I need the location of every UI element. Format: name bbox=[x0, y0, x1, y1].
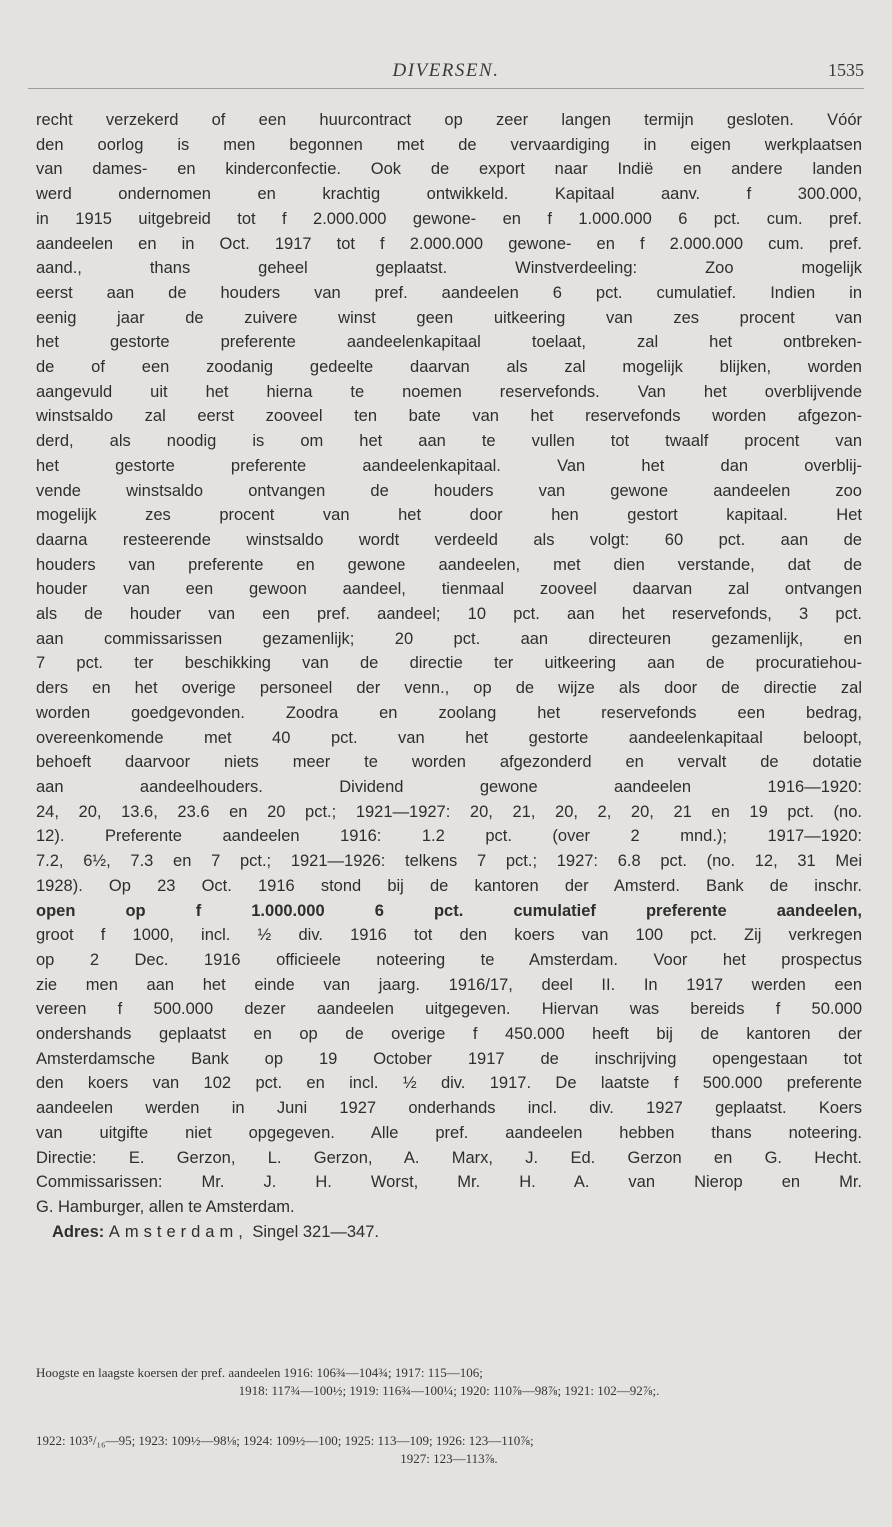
text-line: aan aandeelhouders. Dividend gewone aandeelen 1916—1920: bbox=[36, 777, 862, 796]
text-line: houder van een gewoon aandeel, tienmaal zooveel daarvan zal ontvangen bbox=[36, 580, 862, 599]
text-line: aan commissarissen gezamenlijk; 20 pct. aan directeuren gezamenlijk, en bbox=[36, 629, 862, 648]
text-line: winstsaldo zal eerst zooveel ten bate van het reservefonds worden afgezon- bbox=[36, 407, 862, 426]
text-line: aangevuld uit het hierna te noemen reservefonds. Van het overblijvende bbox=[36, 382, 862, 401]
text-line: G. Hamburger, allen te Amsterdam. bbox=[36, 1197, 295, 1216]
page-number: 1535 bbox=[828, 60, 864, 80]
price-footnotes bbox=[36, 1364, 862, 1468]
body-text bbox=[36, 108, 862, 1244]
text-line: van uitgifte niet opgegeven. Alle pref. aandeelen hebben thans noteering. bbox=[36, 1123, 862, 1142]
text-line: werd ondernomen en krachtig ontwikkeld. Kapitaal aanv. f 300.000, bbox=[36, 185, 862, 204]
text-line: van dames- en kinderconfectie. Ook de export naar Indië en andere landen bbox=[36, 160, 862, 179]
text-line: Commissarissen: Mr. J. H. Worst, Mr. H. A. van Nierop en Mr. bbox=[36, 1173, 862, 1192]
text-line: op 2 Dec. 1916 officieele noteering te Amsterdam. Voor het prospectus bbox=[36, 950, 862, 969]
text-line: Directie: E. Gerzon, L. Gerzon, A. Marx, J. Ed. Gerzon en G. Hecht. bbox=[36, 1148, 862, 1167]
text-line: behoeft daarvoor niets meer te worden afgezonderd en vervalt de dotatie bbox=[36, 753, 862, 772]
text-line: aandeelen werden in Juni 1927 onderhands incl. div. 1927 geplaatst. Koers bbox=[36, 1099, 862, 1118]
page-header bbox=[0, 48, 892, 88]
adres-label: Adres: bbox=[52, 1222, 105, 1241]
text-line: overeenkomende met 40 pct. van het gestorte aandeelenkapitaal beloopt, bbox=[36, 728, 862, 747]
text-line: mogelijk zes procent van het door hen gestort kapitaal. Het bbox=[36, 506, 862, 525]
text-line: daarna resteerende winstsaldo wordt verdeeld als volgt: 60 pct. aan de bbox=[36, 530, 862, 549]
text-line: 7.2, 6½, 7.3 en 7 pct.; 1921—1926: telkens 7 pct.; 1927: 6.8 pct. (no. 12, 31 Mei bbox=[36, 852, 862, 871]
text-line: 1928). Op 23 Oct. 1916 stond bij de kantoren der Amsterd. Bank de inschr. bbox=[36, 876, 862, 895]
text-line: ondershands geplaatst en op de overige f 450.000 heeft bij de kantoren der bbox=[36, 1025, 862, 1044]
text-line: 12). Preferente aandeelen 1916: 1.2 pct. (over 2 mnd.); 1917—1920: bbox=[36, 827, 862, 846]
text-line: in 1915 uitgebreid tot f 2.000.000 gewone- en f 1.000.000 6 pct. cum. pref. bbox=[36, 209, 862, 228]
text-line: derd, als noodig is om het aan te vullen tot twaalf procent van bbox=[36, 432, 862, 451]
footnote-line: 1918: 117¾—100½; 1919: 116¾—100¼; 1920: 110⅞—98⅞; 1921: 102—92⅞;. bbox=[238, 1383, 660, 1398]
running-title: DIVERSEN. bbox=[392, 60, 500, 81]
footnote-line: Hoogste en laagste koersen der pref. aandeelen 1916: 106¾—104¾; 1917: 115—106; bbox=[36, 1365, 483, 1380]
footnote-line: 1922: 103⁵/₁₆—95; 1923: 109½—98⅛; 1924: 109½—100; 1925: 113—109; 1926: 123—110⅞; bbox=[36, 1433, 534, 1448]
text-line: als de houder van een pref. aandeel; 10 pct. aan het reservefonds, 3 pct. bbox=[36, 605, 862, 624]
text-line: groot f 1000, incl. ½ div. 1916 tot den koers van 100 pct. Zij verkregen bbox=[36, 926, 862, 945]
text-line: vende winstsaldo ontvangen de houders van gewone aandeelen zoo bbox=[36, 481, 862, 500]
text-line: zie men aan het einde van jaarg. 1916/17, deel II. In 1917 werden een bbox=[36, 975, 862, 994]
text-line: het gestorte preferente aandeelenkapitaal toelaat, zal het ontbreken- bbox=[36, 333, 862, 352]
adres-line bbox=[36, 1220, 862, 1245]
text-line: 24, 20, 13.6, 23.6 en 20 pct.; 1921—1927: 20, 21, 20, 2, 20, 21 en 19 pct. (no. bbox=[36, 802, 862, 821]
text-line: eenig jaar de zuivere winst geen uitkeering van zes procent van bbox=[36, 308, 862, 327]
text-line: aandeelen en in Oct. 1917 tot f 2.000.000 gewone- en f 2.000.000 cum. pref. bbox=[36, 234, 862, 253]
text-line: Amsterdamsche Bank op 19 October 1917 de inschrijving opengestaan tot bbox=[36, 1049, 862, 1068]
text-line-bold: open op f 1.000.000 6 pct. cumulatief preferente aandeelen, bbox=[36, 901, 862, 920]
text-line: recht verzekerd of een huurcontract op zeer langen termijn gesloten. Vóór bbox=[36, 111, 862, 129]
text-line: aand., thans geheel geplaatst. Winstverdeeling: Zoo mogelijk bbox=[36, 259, 862, 278]
text-line: houders van preferente en gewone aandeelen, met dien verstande, dat de bbox=[36, 555, 862, 574]
header-rule bbox=[28, 88, 864, 89]
text-line: de of een zoodanig gedeelte daarvan als zal mogelijk blijken, worden bbox=[36, 358, 862, 377]
text-line: den oorlog is men begonnen met de vervaardiging in eigen werkplaatsen bbox=[36, 135, 862, 154]
text-line: den koers van 102 pct. en incl. ½ div. 1917. De laatste f 500.000 preferente bbox=[36, 1074, 862, 1093]
text-line: ders en het overige personeel der venn., op de wijze als door de directie zal bbox=[36, 679, 862, 698]
text-line: het gestorte preferente aandeelenkapitaal. Van het dan overblij- bbox=[36, 456, 862, 475]
adres-city: Amsterdam, bbox=[108, 1222, 248, 1241]
text-line: eerst aan de houders van pref. aandeelen 6 pct. cumulatief. Indien in bbox=[36, 283, 862, 302]
text-line: 7 pct. ter beschikking van de directie ter uitkeering aan de procuratiehou- bbox=[36, 654, 862, 673]
text-line: worden goedgevonden. Zoodra en zoolang het reservefonds een bedrag, bbox=[36, 703, 862, 722]
adres-value: Singel 321—347. bbox=[252, 1222, 379, 1241]
text-line: vereen f 500.000 dezer aandeelen uitgegeven. Hiervan was bereids f 50.000 bbox=[36, 1000, 862, 1019]
footnote-line: 1927: 123—113⅞. bbox=[400, 1451, 498, 1466]
